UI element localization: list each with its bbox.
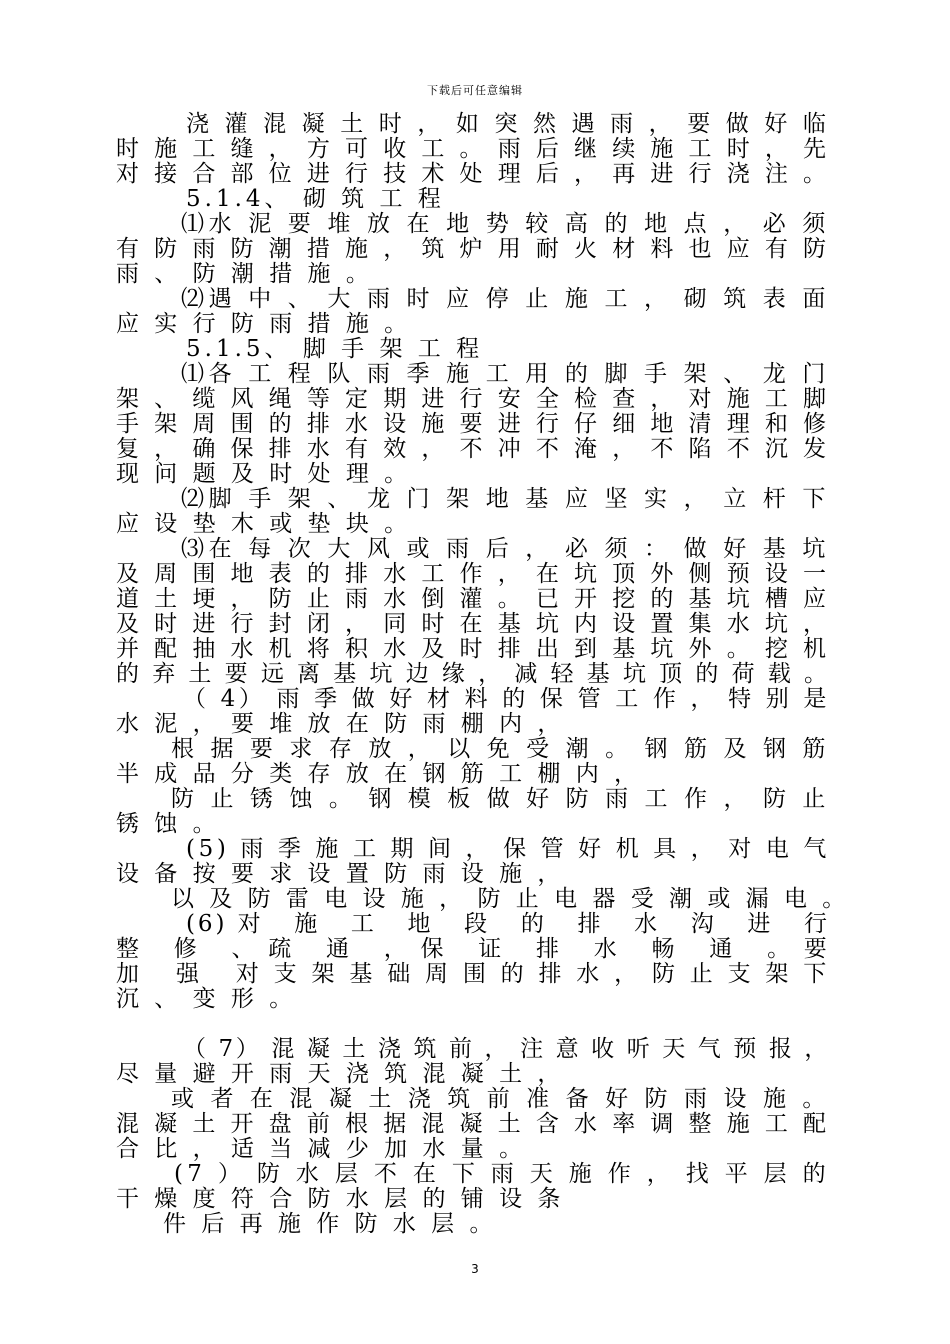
text-line: 或 者 在 混 凝 土 浇 筑 前 准 备 好 防 雨 设 施 。: [171, 1086, 830, 1112]
text-line: 雨 、 防 潮 措 施 。: [116, 261, 373, 287]
text-line: 道 土 埂 ， 防 止 雨 水 倒 灌 。 已 开 挖 的 基 坑 槽 应: [116, 586, 830, 612]
text-line: 尽 量 避 开 雨 天 浇 筑 混 凝 土 ，: [116, 1061, 565, 1087]
text-line: 件 后 再 施 作 防 水 层 。: [163, 1211, 497, 1237]
text-line: ⑴水 泥 要 堆 放 在 地 势 较 高 的 地 点 ， 必 须: [181, 211, 830, 237]
text-line: 对 接 合 部 位 进 行 技 术 处 理 后 ， 再 进 行 浇 注 。: [116, 161, 830, 187]
text-line: ⑶在 每 次 大 风 或 雨 后 ， 必 须 ： 做 好 基 坑: [181, 536, 830, 562]
text-line: 应 实 行 防 雨 措 施 。: [116, 311, 412, 337]
text-line: 加 强 对 支 架 基 础 周 围 的 排 水 ， 防 止 支 架 下: [116, 961, 830, 987]
page-number: 3: [471, 1262, 479, 1276]
text-line: 的 弃 土 要 远 离 基 坑 边 缘 ， 减 轻 基 坑 顶 的 荷 载 。: [116, 661, 830, 687]
text-line: 整 修 、 疏 通 ， 保 证 排 水 畅 通 。 要: [116, 936, 830, 962]
text-line: 合 比 ， 适 当 减 少 加 水 量 。: [116, 1136, 527, 1162]
text-line: ⑵脚 手 架 、 龙 门 架 地 基 应 坚 实 ， 立 杆 下: [181, 486, 830, 512]
text-line: (6) 对 施 工 地 段 的 排 水 沟 进 行: [186, 911, 830, 937]
text-line: 以 及 防 雷 电 设 施 ， 防 止 电 器 受 潮 或 漏 电 。: [171, 886, 850, 912]
text-line: 水 泥 ， 要 堆 放 在 防 雨 棚 内 ，: [116, 711, 565, 737]
text-line: 手 架 周 围 的 排 水 设 施 要 进 行 仔 细 地 清 理 和 修: [116, 411, 830, 437]
text-line: 设 备 按 要 求 设 置 防 雨 设 施 ，: [116, 861, 565, 887]
text-line: 复 ， 确 保 排 水 有 效 ， 不 冲 不 淹 ， 不 陷 不 沉 发: [116, 436, 830, 462]
text-line: （ 4） 雨 季 做 好 材 料 的 保 管 工 作 ， 特 别 是: [183, 686, 830, 712]
text-line: ⑴各 工 程 队 雨 季 施 工 用 的 脚 手 架 、 龙 门: [181, 361, 830, 387]
text-line: 锈 蚀 。: [116, 811, 220, 837]
text-line: 及 时 进 行 封 闭 ， 同 时 在 基 坑 内 设 置 集 水 坑 ，: [116, 611, 830, 637]
text-line: (5) 雨 季 施 工 期 间 ， 保 管 好 机 具 ， 对 电 气: [186, 836, 830, 862]
text-line: （ 7） 混 凝 土 浇 筑 前 ， 注 意 收 听 天 气 预 报 ，: [183, 1036, 830, 1062]
text-line: ⑵遇 中 、 大 雨 时 应 停 止 施 工 ， 砌 筑 表 面: [181, 286, 830, 312]
text-line: 半 成 品 分 类 存 放 在 钢 筋 工 棚 内 ，: [116, 761, 642, 787]
text-line: (7 ） 防 水 层 不 在 下 雨 天 施 作 ， 找 平 层 的: [174, 1161, 830, 1187]
text-line: 架 、 缆 风 绳 等 定 期 进 行 安 全 检 查 ， 对 施 工 脚: [116, 386, 830, 412]
text-line: 沉 、 变 形 。: [116, 986, 297, 1012]
text-line: 有 防 雨 防 潮 措 施 ， 筑 炉 用 耐 火 材 料 也 应 有 防: [116, 236, 830, 262]
text-line: 干 燥 度 符 合 防 水 层 的 铺 设 条: [116, 1186, 565, 1212]
text-line: 混 凝 土 开 盘 前 根 据 混 凝 土 含 水 率 调 整 施 工 配: [116, 1111, 830, 1137]
text-line: 根 据 要 求 存 放 ， 以 免 受 潮 。 钢 筋 及 钢 筋: [171, 736, 830, 762]
section-heading: 5.1.5、 脚 手 架 工 程: [186, 336, 484, 362]
text-line: 应 设 垫 木 或 垫 块 。: [116, 511, 412, 537]
text-line: 及 周 围 地 表 的 排 水 工 作 ， 在 坑 顶 外 侧 预 设 一: [116, 561, 830, 587]
text-line: 现 问 题 及 时 处 理 。: [116, 461, 412, 487]
text-line: 防 止 锈 蚀 。 钢 模 板 做 好 防 雨 工 作 ， 防 止: [171, 786, 830, 812]
text-line: 时 施 工 缝 ， 方 可 收 工 。 雨 后 继 续 施 工 时 ， 先: [116, 136, 830, 162]
text-line: 浇 灌 混 凝 土 时 ， 如 突 然 遇 雨 ， 要 做 好 临: [186, 111, 830, 137]
page-header: 下载后可任意编辑: [427, 84, 523, 97]
section-heading: 5.1.4、 砌 筑 工 程: [186, 186, 445, 212]
text-line: 并 配 抽 水 机 将 积 水 及 时 排 出 到 基 坑 外 。 挖 机: [116, 636, 830, 662]
